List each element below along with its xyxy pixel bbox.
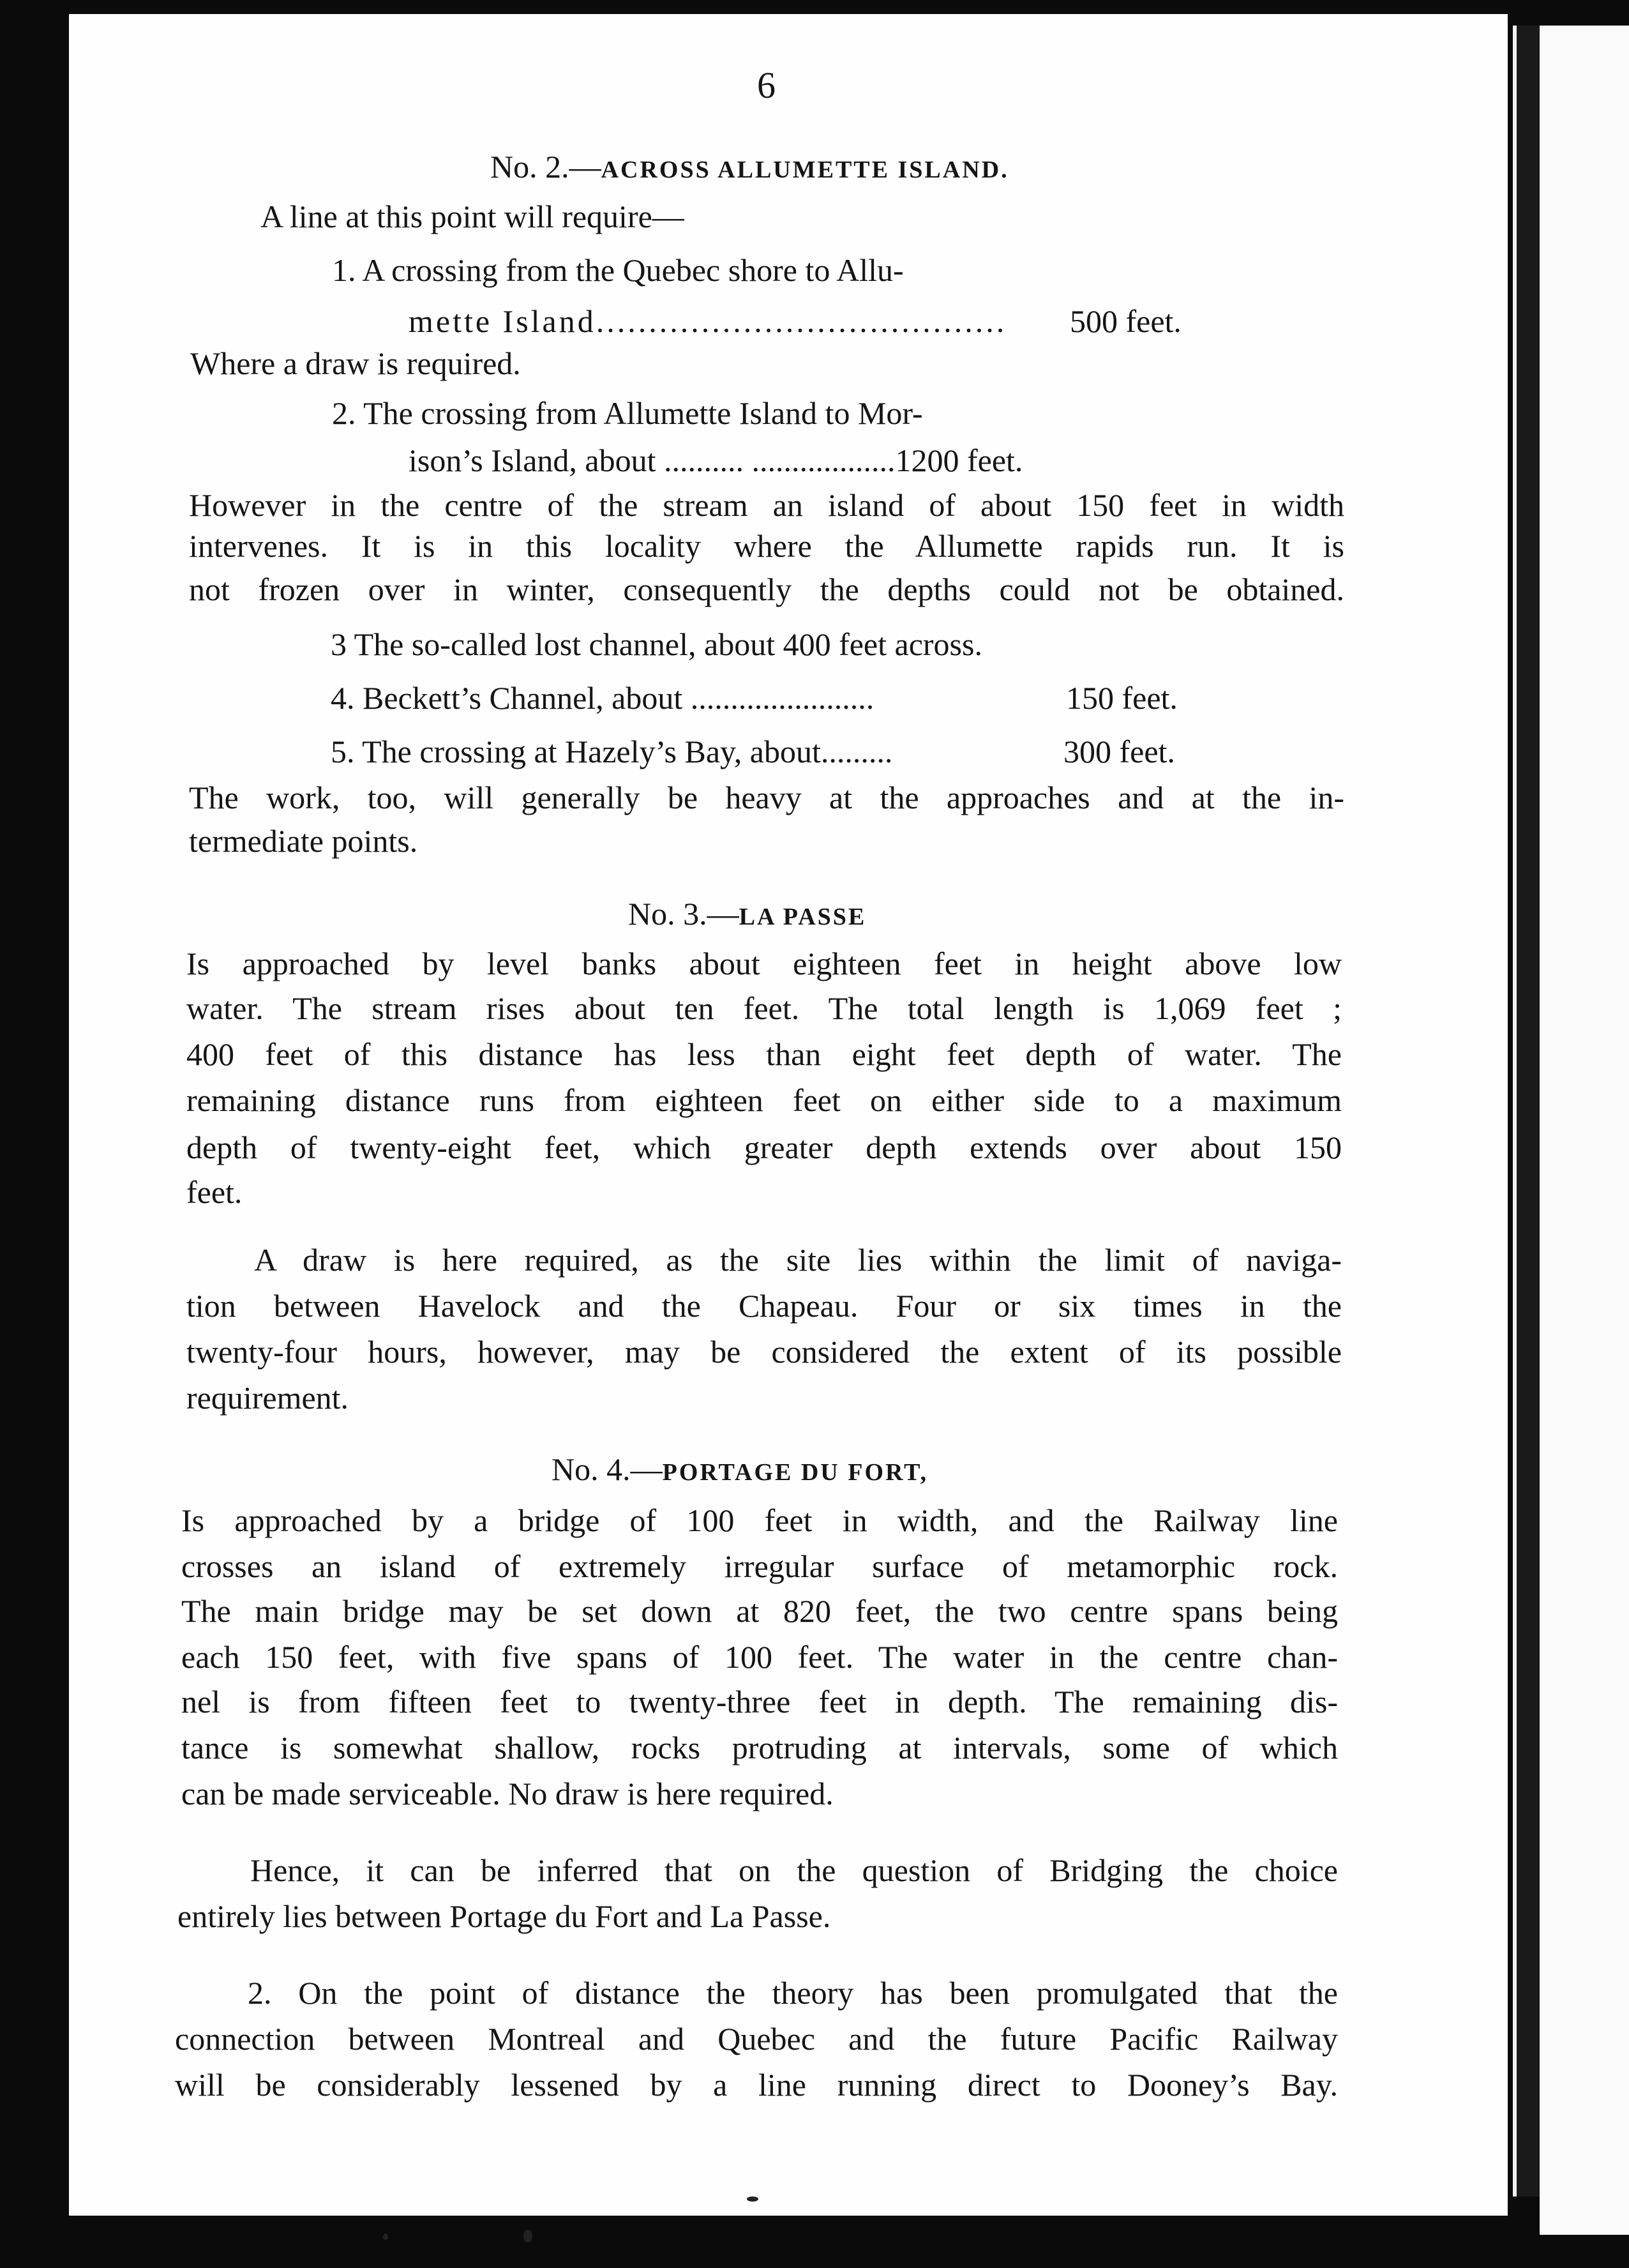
section-number: No. 3.—	[628, 896, 739, 932]
section-number: No. 4.—	[552, 1451, 663, 1487]
section-heading-3	[628, 895, 866, 932]
paragraph-line: remaining distance runs from eighteen feet on either side to a maximum	[186, 1082, 1342, 1118]
scan-speck	[747, 2196, 758, 2202]
paragraph-line: entirely lies between Portage du Fort and La Passe.	[177, 1898, 831, 1934]
paragraph-line: water. The stream rises about ten feet. The total length is 1,069 feet ;	[186, 990, 1342, 1026]
paragraph-line: The work, too, will generally be heavy at the approaches and at the in-	[189, 780, 1344, 815]
paragraph-line: 2. On the point of distance the theory has been promulgated that the	[248, 1975, 1338, 2011]
paragraph-line: each 150 feet, with five spans of 100 feet. The water in the centre chan-	[181, 1639, 1338, 1675]
intro-line: A line at this point will require—	[260, 199, 684, 234]
section-title: ACROSS ALLUMETTE ISLAND.	[601, 156, 1009, 183]
scan-speck	[523, 2230, 532, 2242]
paragraph-line: depth of twenty-eight feet, which greater depth extends over about 150	[186, 1130, 1342, 1165]
book-spine	[1513, 26, 1540, 2196]
paragraph-line: feet.	[186, 1174, 243, 1210]
paragraph-line: A draw is here required, as the site lies within the limit of naviga-	[254, 1242, 1342, 1278]
list-note: Where a draw is required.	[190, 345, 521, 381]
paragraph-line: nel is from fifteen feet to twenty-three feet in depth. The remaining dis-	[181, 1684, 1338, 1720]
list-item-1-value: 500 feet.	[1070, 303, 1182, 339]
paragraph-line: will be considerably lessened by a line running direct to Dooney’s Bay.	[175, 2067, 1338, 2103]
paragraph-line: twenty-four hours, however, may be considered the extent of its possible	[186, 1334, 1342, 1370]
list-item-1-cont: mette Island.......................................	[409, 303, 1007, 339]
page-number: 6	[757, 64, 776, 106]
paragraph-line: However in the centre of the stream an island of about 150 feet in width	[189, 487, 1344, 523]
paragraph-line: intervenes. It is in this locality where the Allumette rapids run. It is	[189, 528, 1344, 564]
paragraph-line: 400 feet of this distance has less than eight feet depth of water. The	[186, 1036, 1342, 1072]
paragraph-line: requirement.	[186, 1380, 349, 1416]
paragraph-line: connection between Montreal and Quebec and the future Pacific Railway	[175, 2021, 1338, 2057]
facing-page-edge	[1540, 26, 1629, 2235]
paragraph-line: can be made serviceable. No draw is here required.	[181, 1776, 834, 1811]
paragraph-line: The main bridge may be set down at 820 feet, the two centre spans being	[181, 1593, 1338, 1629]
scan-speck	[383, 2234, 388, 2240]
list-item-2: 2. The crossing from Allumette Island to Mor-	[332, 395, 923, 431]
list-item-1: 1. A crossing from the Quebec shore to Allu-	[332, 252, 904, 288]
paragraph-line: not frozen over in winter, consequently the depths could not be obtained.	[189, 571, 1344, 607]
list-item-3: 3 The so-called lost channel, about 400 feet across.	[331, 626, 982, 662]
section-title: LA PASSE	[739, 903, 867, 930]
paragraph-line: crosses an island of extremely irregular surface of metamorphic rock.	[181, 1548, 1338, 1584]
list-item-2-cont: ison’s Island, about .......... ..................1200 feet.	[409, 442, 1023, 478]
section-number: No. 2.—	[490, 149, 601, 185]
list-item-4: 4. Beckett’s Channel, about .......................	[331, 680, 875, 716]
section-heading-4	[552, 1451, 928, 1488]
section-title: PORTAGE DU FORT,	[662, 1459, 929, 1486]
list-item-5: 5. The crossing at Hazely’s Bay, about.........	[331, 734, 893, 769]
paragraph-line: tance is somewhat shallow, rocks protruding at intervals, some of which	[181, 1730, 1338, 1765]
paragraph-line: termediate points.	[189, 823, 418, 859]
paragraph-line: Is approached by a bridge of 100 feet in width, and the Railway line	[181, 1502, 1338, 1538]
list-item-4-value: 150 feet.	[1066, 680, 1178, 716]
paragraph-line: Is approached by level banks about eighteen feet in height above low	[186, 946, 1342, 981]
list-item-5-value: 300 feet.	[1063, 734, 1175, 769]
section-heading-2	[490, 148, 1009, 185]
paragraph-line: Hence, it can be inferred that on the question of Bridging the choice	[250, 1852, 1338, 1888]
paragraph-line: tion between Havelock and the Chapeau. Four or six times in the	[186, 1288, 1342, 1324]
